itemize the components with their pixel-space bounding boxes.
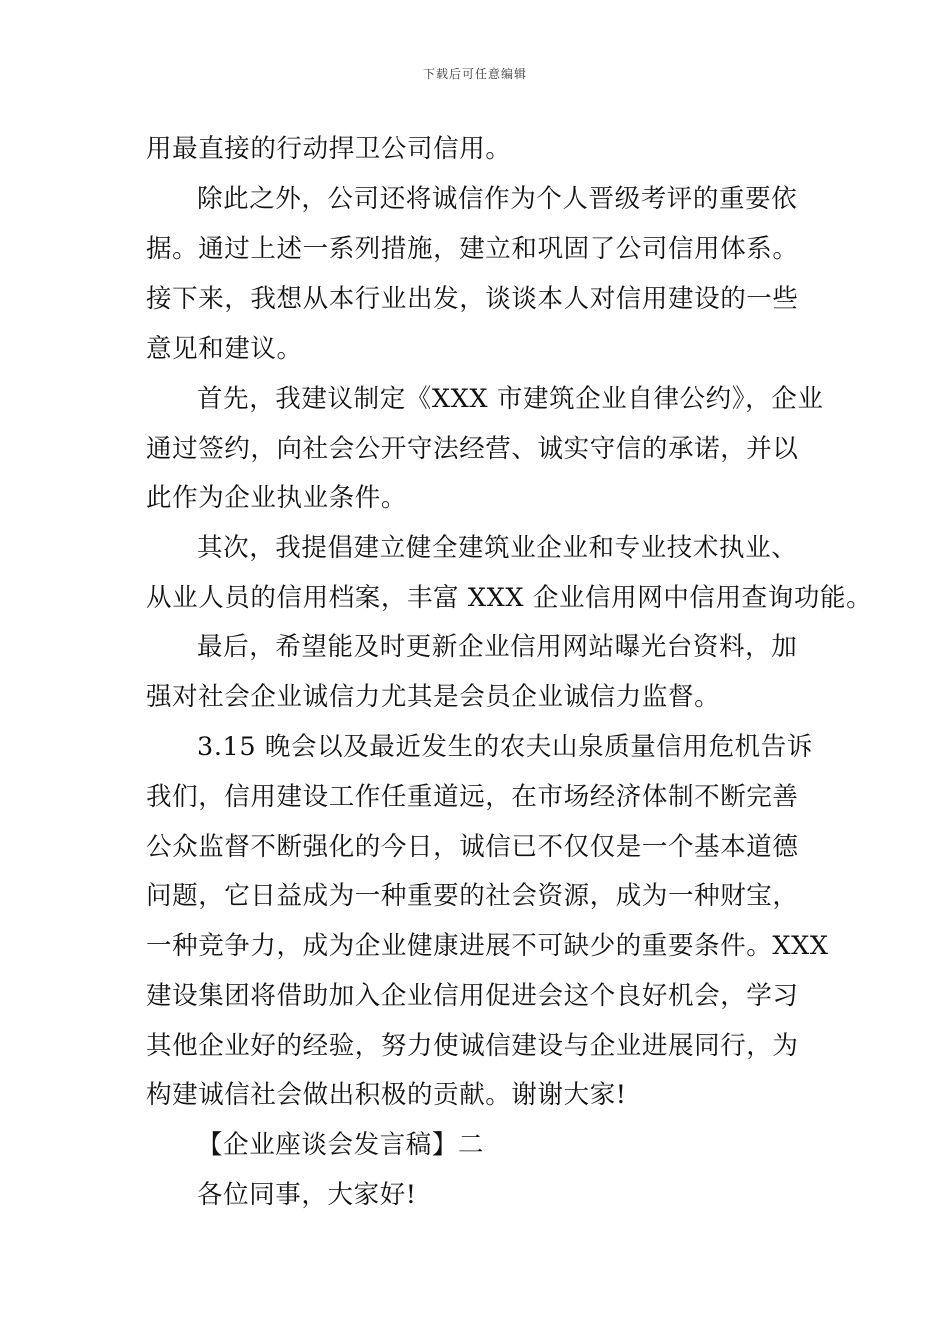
paragraph-line: 意见和建议。: [146, 334, 303, 364]
paragraph-line: 除此之外，公司还将诚信作为个人晋级考评的重要依: [197, 184, 798, 214]
paragraph-line: 通过签约，向社会公开守法经营、诚实守信的承诺，并以: [146, 434, 799, 464]
section-heading: 【企业座谈会发言稿】二: [197, 1130, 485, 1160]
paragraph-line: 建设集团将借助加入企业信用促进会这个良好机会，学习: [146, 981, 799, 1011]
paragraph-line: 其次，我提倡建立健全建筑业企业和专业技术执业、: [197, 533, 798, 563]
paragraph-line: 强对社会企业诚信力尤其是会员企业诚信力监督。: [146, 682, 721, 712]
paragraph-line: 接下来，我想从本行业出发，谈谈本人对信用建设的一些: [146, 284, 799, 314]
paragraph-line: 从业人员的信用档案，丰富 XXX 企业信用网中信用查询功能。: [146, 583, 873, 613]
paragraph-line: 一种竞争力，成为企业健康进展不可缺少的重要条件。XXX: [146, 931, 829, 961]
paragraph-line: 构建诚信社会做出积极的贡献。谢谢大家!: [146, 1080, 627, 1110]
greeting-line: 各位同事，大家好!: [197, 1180, 417, 1210]
paragraph-line: 最后，希望能及时更新企业信用网站曝光台资料，加: [197, 632, 798, 662]
paragraph-line: 3.15 晚会以及最近发生的农夫山泉质量信用危机告诉: [197, 732, 813, 762]
paragraph-line: 据。通过上述一系列措施，建立和巩固了公司信用体系。: [146, 234, 799, 264]
paragraph-line: 公众监督不断强化的今日，诚信已不仅仅是一个基本道德: [146, 832, 799, 862]
paragraph-line: 用最直接的行动捍卫公司信用。: [146, 134, 512, 164]
paragraph-line: 问题，它日益成为一种重要的社会资源，成为一种财宝，: [146, 881, 799, 911]
paragraph-line: 此作为企业执业条件。: [146, 483, 408, 513]
paragraph-line: 首先，我建议制定《XXX 市建筑企业自律公约》，企业: [197, 384, 824, 414]
paragraph-line: 我们，信用建设工作任重道远，在市场经济体制不断完善: [146, 782, 799, 812]
paragraph-line: 其他企业好的经验，努力使诚信建设与企业进展同行，为: [146, 1031, 799, 1061]
page-header-note: 下载后可任意编辑: [422, 67, 527, 81]
